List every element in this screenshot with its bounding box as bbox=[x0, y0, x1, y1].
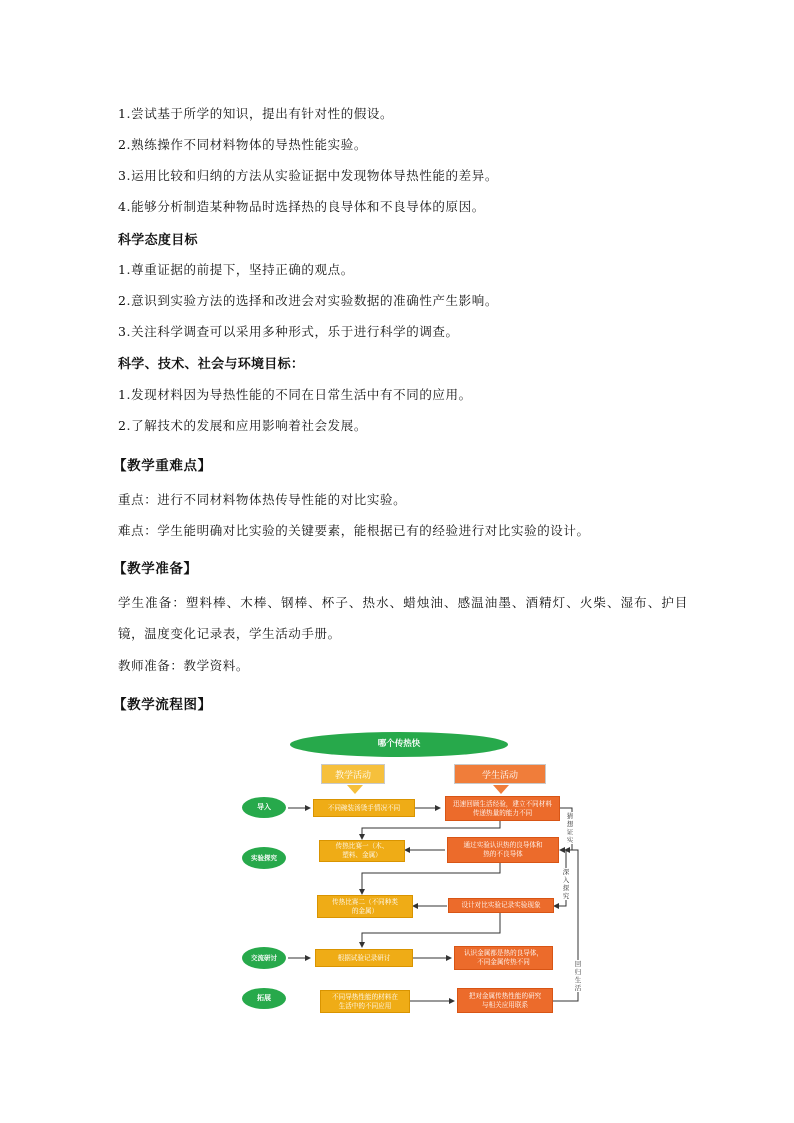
stage-extension: 拓展 bbox=[242, 988, 286, 1009]
teaching-flowchart bbox=[230, 728, 590, 1028]
flow-section-title: 【教学流程图】 bbox=[113, 697, 212, 713]
student-step-1: 迅速回顾生活经验，建立不同材料传递热量的能力不同 bbox=[445, 796, 560, 821]
attitude-goal-1: 1.尊重证据的前提下，坚持正确的观点。 bbox=[118, 262, 354, 277]
student-header-arrow bbox=[493, 785, 509, 794]
teacher-step-2: 传热比赛一（木、塑料、金属） bbox=[319, 840, 405, 862]
teacher-step-4: 根据试验记录研讨 bbox=[315, 949, 413, 967]
student-prep: 学生准备：塑料棒、木棒、钢棒、杯子、热水、蜡烛油、感温油墨、酒精灯、火柴、湿布、护目镜，温度变化记录表，学生活动手册。 bbox=[118, 595, 688, 641]
prep-section-title: 【教学准备】 bbox=[113, 561, 198, 577]
student-step-3: 设计对比实验记录实验现象 bbox=[448, 898, 554, 913]
student-step-5: 把对金属传热性能的研究与相关应用联系 bbox=[457, 988, 553, 1013]
sts-goal-1: 1.发现材料因为导热性能的不同在日常生活中有不同的应用。 bbox=[118, 387, 472, 402]
teacher-prep: 教师准备：教学资料。 bbox=[118, 658, 250, 673]
stage-intro: 导入 bbox=[242, 797, 286, 818]
key-section-title: 【教学重难点】 bbox=[113, 458, 212, 474]
sts-goal-2: 2.了解技术的发展和应用影响着社会发展。 bbox=[118, 418, 367, 433]
side-label-deep-inquiry: 深入探究 bbox=[562, 868, 570, 900]
key-point: 重点：进行不同材料物体热传导性能的对比实验。 bbox=[118, 492, 407, 507]
skill-goal-2: 2.熟练操作不同材料物体的导热性能实验。 bbox=[118, 137, 367, 152]
stage-discussion: 交流研讨 bbox=[242, 947, 286, 969]
skill-goal-4: 4.能够分析制造某种物品时选择热的良导体和不良导体的原因。 bbox=[118, 199, 485, 214]
stage-experiment: 实验探究 bbox=[242, 847, 286, 869]
attitude-goal-3: 3.关注科学调查可以采用多种形式，乐于进行科学的调查。 bbox=[118, 324, 459, 339]
teacher-step-3: 传热比赛二（不同种类的金属） bbox=[317, 895, 413, 918]
student-activity-header: 学生活动 bbox=[454, 764, 546, 784]
skill-goal-3: 3.运用比较和归纳的方法从实验证据中发现物体导热性能的差异。 bbox=[118, 168, 498, 183]
student-step-2: 通过实验认识热的良导体和热的不良导体 bbox=[447, 837, 559, 863]
attitude-goal-2: 2.意识到实验方法的选择和改进会对实验数据的准确性产生影响。 bbox=[118, 293, 498, 308]
side-label-hypothesis: 猜想证实 bbox=[566, 812, 574, 844]
teacher-step-5: 不同导热性能的材料在生活中的不同应用 bbox=[320, 990, 410, 1013]
attitude-heading: 科学态度目标 bbox=[118, 233, 198, 248]
teacher-step-1: 不同碗装汤烫手情况不同 bbox=[313, 799, 415, 817]
side-label-return-life: 回归生活 bbox=[574, 960, 582, 992]
student-step-4: 认识金属都是热的良导体，不同金属传热不同 bbox=[454, 946, 553, 970]
difficult-point: 难点：学生能明确对比实验的关键要素，能根据已有的经验进行对比实验的设计。 bbox=[118, 523, 590, 538]
skill-goal-1: 1.尝试基于所学的知识，提出有针对性的假设。 bbox=[118, 106, 394, 121]
sts-heading: 科学、技术、社会与环境目标： bbox=[118, 357, 305, 372]
teacher-activity-header: 教学活动 bbox=[321, 764, 385, 784]
flowchart-title: 哪个传热快 bbox=[290, 732, 508, 757]
teacher-header-arrow bbox=[347, 785, 363, 794]
